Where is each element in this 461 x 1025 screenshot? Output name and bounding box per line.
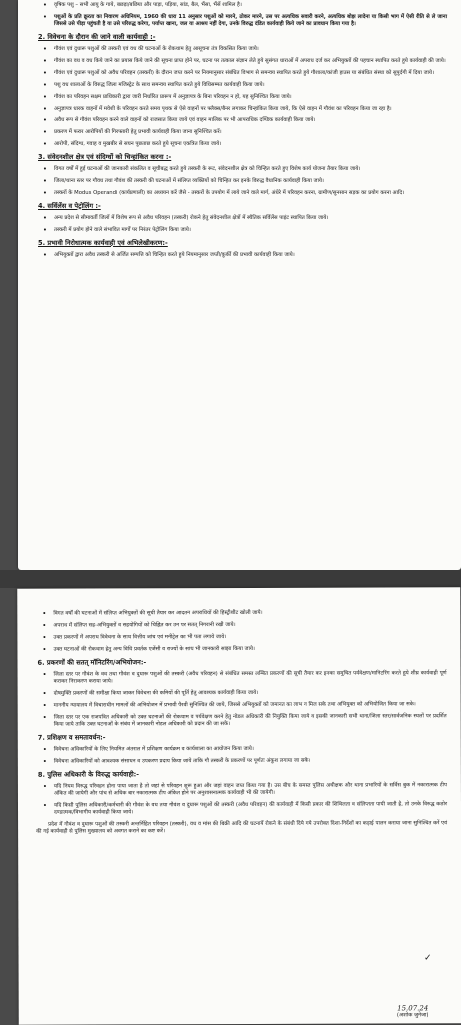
list-item-text: जिला स्तर पर एक राजपत्रित अधिकारी को उक्त घटनाओं की रोकथाम व पर्यवेक्षण करने हेतु नोडल अधिकारी की नियुक्ति किया जाये व इसकी जानकारी सभी थाना/जिला स्तर/सार्वजनिक स्थलों पर प्रदर्शित किया जाये ताकि उक्त घटनाओं के संबंध में जानकारी नोडल अधिकारी को प्रदान की जा सके। xyxy=(53,712,447,728)
section-heading: 5. प्रभावी निरोधात्मक कार्यवाही एवं अभिलेखीकरण:- xyxy=(38,238,168,247)
signature-block xyxy=(378,1005,448,1019)
bullet-icon: • xyxy=(42,621,47,630)
list-item-text: गौवंश एवं दुधारू पशुओं की तस्करी एवं वध की घटनाओं के रोकथाम हेतु आसूचना तंत्र विकसित किया जाये। xyxy=(54,46,259,53)
list-item xyxy=(35,633,446,642)
bullet-icon: • xyxy=(42,68,48,77)
list-item xyxy=(36,782,447,798)
bullet-icon: • xyxy=(42,782,48,791)
bullet-icon: • xyxy=(42,56,48,65)
list-item-text: अनुज्ञापत्र धारक वाहनों में मवेशी के परिवहन करते समय पृथक से ऐसे वाहनों पर फ्लैक्स/बैनर लगाकर चिन्हांकित किया जाये, कि ऐसे वाहन में गौवंश का परिवहन किया जा रहा है। xyxy=(54,105,392,112)
list-item xyxy=(36,94,447,101)
list-item-text: जिला स्तर पर गौवंश के वध तथा गौवंश व दुधारू पशुओं की तस्करी (अवैध परिवहन) से संबंधित समस्त लम्बित प्रकरणों की सूची तैयार कर इनका समुचित पर्यवेक्षण/मानिटरिंग करते हुये शीघ्र कार्यवाही पूर्ण कराकर निराकरण कराया जाये। xyxy=(53,669,447,685)
list-item-text: विगत वर्षों की घटनाओं में संलिप्त अभियुक्तों की सूची तैयार कर आदतन अपराधियों की हिस्ट्रीशीट खोली जाये। xyxy=(53,609,263,617)
list-item xyxy=(36,227,447,234)
list-item-text: तस्करों के Modus Operandi (कार्यप्रणाली) का अध्ययन करें जैसे - तस्करों के उपयोग में लाये जाने वाले मार्ग, अंधेरे में परिवहन करना, ग्रामीण/सुनसान सड़क का प्रयोग करना आदि। xyxy=(54,189,405,196)
section-heading: 3. संवेदनशील क्षेत्र एवं संदिग्धों को चिन्हांकित करना :- xyxy=(38,153,172,162)
bullet-icon: • xyxy=(42,92,48,101)
list-item xyxy=(36,713,447,729)
list-item-text: अवैध रूप से गौवंश परिवहन करने वाले वाहनों को राजसात किया जाये एवं वाहन मालिक पर भी आपराधिक दण्डिक कार्यवाही किया जाये। xyxy=(54,117,316,124)
document-page-1 xyxy=(18,0,461,570)
bullet-icon: • xyxy=(42,670,47,679)
list-item-text: आरोपी, संदिग्ध, गवाह व मुखबीर से सघन पूछताछ करते हुये सूचना एकत्रित किया जाये। xyxy=(54,141,222,148)
handwritten-mark: ✓ xyxy=(423,953,432,964)
list-item xyxy=(36,46,447,53)
bullet-icon: • xyxy=(42,213,48,222)
signature-date: 15.07.24 xyxy=(397,1004,429,1013)
list-item-text: विवेचना अधिकारियों को आवश्यक संसाधन व उपकरण प्रदाय किया जाये ताकि गौ तस्करी के प्रकरणों पर पूर्णतः अंकुश लगाया जा सके। xyxy=(53,757,311,765)
page-2-content xyxy=(17,587,461,836)
list-item xyxy=(36,141,447,148)
bullet-icon: • xyxy=(42,250,48,259)
bullet-icon: • xyxy=(42,188,48,197)
list-item-text: उक्त घटनाओं की रोकथाम हेतु अन्य विधि प्रवर्तक एजेंसी व राज्यों के साथ भी जानकारी साझा किया जाये। xyxy=(53,645,255,653)
list-item-text: माननीय न्यायालय में विचाराधीन मामलों की अभियोजन में प्रभावी पैरवी सुनिश्चित की जाये, जिससे अभियुक्तों को जमानत का लाभ न मिल सके तथा अभियुक्त को अभियोजित किया जा सके। xyxy=(53,701,416,709)
bullet-icon: • xyxy=(42,45,48,54)
list-item-text: अन्य प्रदेश से सीमावर्ती जिलों में विशेष रूप से अवैध परिवहन (तस्करी) रोकने हेतु संवेदनशील क्षेत्रों में स्थैतिक सर्विलेंस पाइंट स्थापित किया जाये। xyxy=(54,214,329,221)
bullet-icon: • xyxy=(42,645,47,654)
bullet-icon: • xyxy=(42,128,48,137)
list-item-text: पशु वध शालाओं के विरुद्ध जिला मजिस्ट्रेट के साथ समन्वय स्थापित करते हुये विधिसम्मत कार्यवाही किया जाये। xyxy=(54,81,265,88)
bullet-icon: • xyxy=(42,176,48,185)
section-heading: 2. विवेचना के दौरान की जाने वाली कार्यवाही :- xyxy=(38,33,156,42)
list-item xyxy=(36,689,447,698)
list-item-text: यदि किसी पुलिस अधिकारी/कर्मचारी की गौवंश के वध तथा गौवंश व दुधारू पशुओं की तस्करी (अवैध परिवहन) की कार्यवाही में किसी प्रकार की शिथिलता व संलिप्तता पायी जाती है, तो उनके विरुद्ध कठोर दण्डात्मक/विभागीय कार्यवाही किया जाये। xyxy=(53,800,448,816)
list-item xyxy=(36,215,447,222)
page-1-content xyxy=(18,0,461,259)
list-item-text: विवेचना अधिकारियों के लिए नियमित अंतराल में प्रशिक्षण कार्यक्रम व कार्यशाला का आयोजन किया जाये। xyxy=(53,745,254,753)
list-item xyxy=(36,70,447,77)
list-item-text: विगत वर्षों में हुई घटनाओं की जानकारी संकलित व सूचीबद्ध करते हुये तस्करी के रूट, संवेदनशील क्षेत्र को चिन्हित करते हुए विशेष कार्य योजना तैयार किया जाये। xyxy=(54,166,361,173)
bullet-icon: • xyxy=(42,801,48,810)
bullet-icon: • xyxy=(42,165,48,174)
bullet-icon: • xyxy=(42,80,48,89)
list-item xyxy=(36,801,447,817)
list-item xyxy=(36,701,447,710)
list-item xyxy=(36,117,447,124)
list-item xyxy=(35,645,446,654)
bullet-icon: • xyxy=(42,745,47,754)
list-item xyxy=(35,621,446,630)
list-item-text: जिला/थाना स्तर पर गौवध तथा गौवंश की तस्करी की घटनाओं में संलिप्त व्यक्तियों को चिन्हित कर इनके विरुद्ध वैधानिक कार्यवाही किया जाये। xyxy=(54,177,324,184)
list-item xyxy=(36,670,447,686)
list-item xyxy=(36,178,447,185)
list-item xyxy=(36,745,447,754)
page-gap xyxy=(0,570,461,588)
bullet-icon: • xyxy=(42,713,47,722)
bullet-icon: • xyxy=(42,701,47,710)
bullet-icon: • xyxy=(42,1,48,9)
list-item xyxy=(36,58,447,65)
list-item xyxy=(36,166,447,173)
list-item xyxy=(36,14,447,29)
bullet-icon: • xyxy=(42,140,48,149)
list-item-text: उक्त प्रकरणों में अपराध विवेचना के साथ वित्तीय जांच एवं मनीट्रेल का भी पता लगाये जाये। xyxy=(53,633,227,641)
list-item xyxy=(36,129,447,136)
bullet-icon: • xyxy=(42,633,47,642)
bullet-icon: • xyxy=(42,104,48,113)
list-item xyxy=(36,2,447,9)
signatory-name: (अशोक जुनेजा) xyxy=(396,1012,429,1019)
list-item-text: गौवंश का वध व वध किये जाने का प्रयास किये जाने की सूचना प्राप्त होने पर, घटना पर तत्काल संज्ञान लेते हुये सुसंगत धाराओं में अपराध दर्ज कर अभियुक्तों की पहचान स्थापित करते हुये कार्यवाही की जाये। xyxy=(54,57,446,64)
bullet-icon: • xyxy=(42,225,48,234)
list-item-text: यदि नियम विरुद्ध परिवहन होना पाया जाता है तो जहां से परिवहन शुरू हुआ और जहां वाहन जप्त किया गया है। उस बीच के समस्त पुलिस अधीक्षक और थाना प्रभारियों के सर्विस बुक में नकारात्मक टीप अंकित की जायेगी और पांच से अधिक बार नकारात्मक टीप अंकित होने पर अनुशासनात्मक कार्यवाही भी की जायेगी। xyxy=(53,781,447,797)
list-item-text: गौवंश का परिवहन सक्षम प्राधिकारी द्वारा जारी निर्धारित प्रारूप में अनुज्ञापत्र के बिना परिवहन न हो, यह सुनिश्चित किया जाये। xyxy=(54,93,292,100)
section-heading: 4. सर्विलेंस व पेट्रोलिंग :- xyxy=(38,201,101,210)
list-item-text: गौवंश एवं दुधारू पशुओं को अवैध परिवहन (तस्करी) के दौरान जप्त करने पर नियमानुसार संबंधित विभाग से समन्वय स्थापित करते हुये गौशाला/कांजी हाउस या संबंधित संस्था को सुपुर्दगी में दिया जाये। xyxy=(54,69,434,76)
list-item xyxy=(36,190,447,197)
list-item-text: अभियुक्तों द्वारा अवैध तस्करी से अर्जित सम्पत्ति को चिन्हित करते हुये नियमानुसार जप्ती/कुर्की की प्रभावी कार्यवाही किया जाये। xyxy=(54,251,295,258)
section-heading: 7. प्रशिक्षण व समतावर्धन:- xyxy=(37,733,106,742)
list-item xyxy=(36,82,447,89)
list-item-text: प्रकरण में फरार आरोपियों की गिरफ्तारी हेतु प्रभावी कार्यवाही किया जाना सुनिश्चित करें। xyxy=(54,129,222,136)
section-heading: 6. प्रकरणों की सतत् मॉनिटरिंग/अभियोजन:- xyxy=(37,657,147,667)
list-item xyxy=(36,252,447,259)
list-item-text: पशुओं के प्रति क्रूरता का निवारण अधिनियम, 1960 की धारा 11 अनुसार पशुओं को मारने, ठोकर मारने, उस पर अत्यधिक सवारी करने, अत्यधिक बोझ लादेना या किसी भाग में ऐसी रीति से ले जाना जिससे उसे पीड़ा पहुंचती है या उसे परिरुद्ध करेगा, पर्याप्त खाना, जल या आश्रय नहीं देगा, उनके विरुद्ध दंडित कार्यवाही किये जाने का प्रावधान किया गया है। xyxy=(54,13,447,28)
section-heading: 8. पुलिस अधिकारी के विरुद्ध कार्यवाही:- xyxy=(37,769,140,779)
document-page-2 xyxy=(17,587,461,1025)
list-item xyxy=(35,609,446,618)
list-item-text: वृषिक पशु – सभी आयु के गाये, बछड़ा/बछिया और पाड़ा, पड़िया, सांड, बैल, भैंसा, भैंसें शामिल है। xyxy=(54,2,242,8)
closing-paragraph: प्रदेश में गौवंश व दुधारू पशुओं की तस्करी अन्तर्निहित परिवहन (तस्करी), वध व मांस की बिक्री आदि की घटनायें रोकने के संबंधी दिये गये उपरोक्त दिशा-निर्देशों का कड़ाई पालन कराया जाना सुनिश्चित करें एवं की गई कार्यवाही से पुलिस मुख्यालय को अवगत कराने का कष्ट करें। xyxy=(36,820,448,835)
bullet-icon: • xyxy=(42,689,47,698)
bullet-icon: • xyxy=(42,609,47,618)
list-item-text: अपराध में संलिप्त सह-अभियुक्तों व सहयोगियों को चिह्नित कर उन पर सतत् निगरानी रखी जाये। xyxy=(53,621,236,629)
bullet-icon: • xyxy=(42,116,48,125)
list-item xyxy=(36,757,447,766)
list-item xyxy=(36,106,447,113)
list-item-text: दोषमुक्ति प्रकरणों की समीक्षा किया जाकर विवेचना की कमियों की पूर्ति हेतु आवश्यक कार्यवाही किया जाये। xyxy=(53,689,259,697)
bullet-icon: • xyxy=(42,757,47,766)
bullet-icon: • xyxy=(42,12,48,21)
list-item-text: तस्करी में प्रयोग होने वाले संभावित मार्गों पर निरंतर पेट्रोलिंग किया जाये। xyxy=(54,226,191,233)
